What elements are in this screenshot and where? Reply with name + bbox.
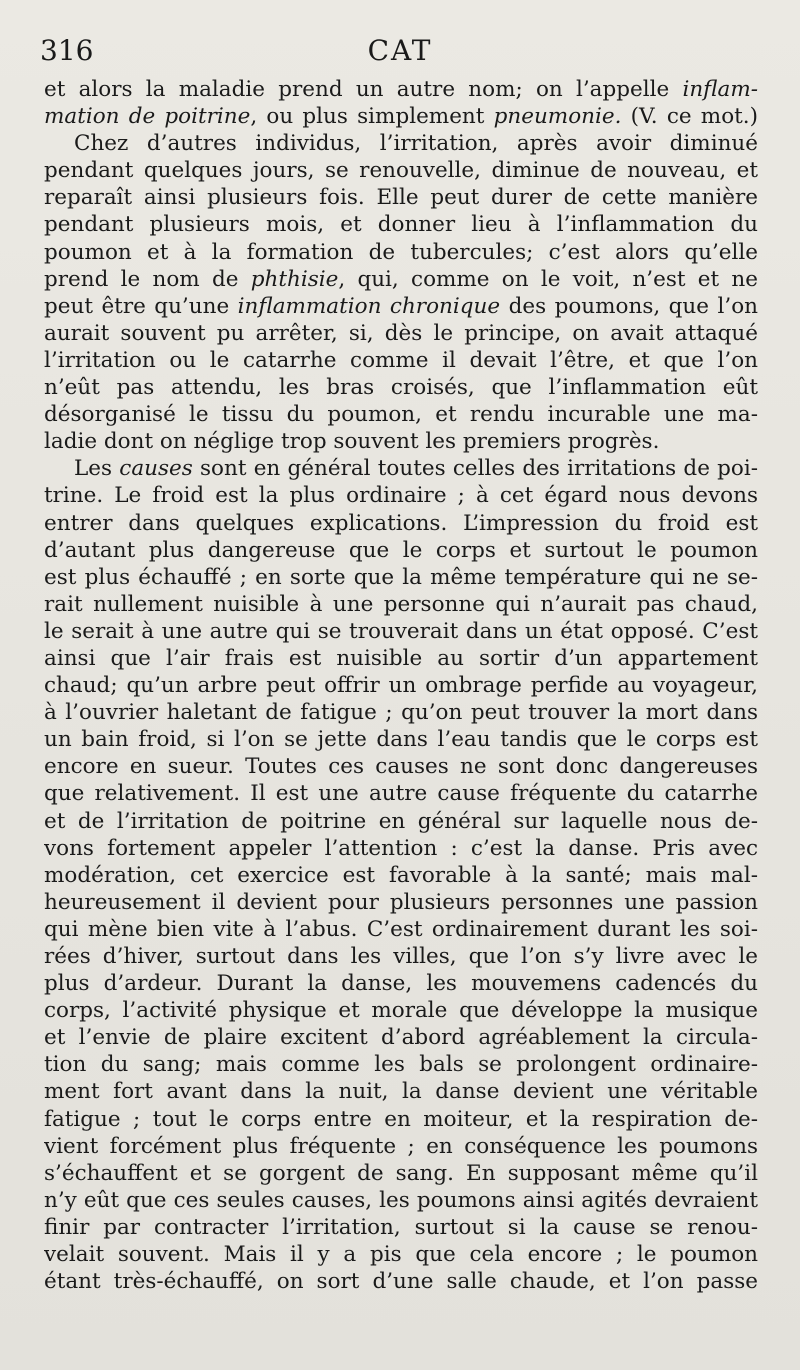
text-line	[44, 1133, 758, 1160]
text-line	[44, 591, 758, 618]
text-line	[44, 103, 758, 130]
text-line	[44, 374, 758, 401]
text-run: et alors la maladie prend un autre nom; on l’appelle	[44, 77, 683, 102]
text-run: d’autant plus dangereuse que le corps et surtout le poumon	[44, 537, 758, 563]
text-line	[44, 401, 758, 428]
text-run: prend le nom de	[44, 266, 251, 292]
text-line	[44, 1187, 758, 1214]
text-run: vons fortement appeler l’attention : c’est la danse. Pris avec	[44, 835, 758, 861]
text-line	[44, 699, 758, 726]
text-run: encore en sueur. Toutes ces causes ne sont donc dangereuses	[44, 754, 758, 780]
italic-text: causes	[119, 456, 193, 482]
text-run: pendant plusieurs mois, et donner lieu à l’inflammation du	[44, 212, 758, 238]
text-run: fatigue ; tout le corps entre en moiteur, et la respiration de-	[44, 1106, 758, 1132]
text-run: , ou plus simplement	[250, 104, 494, 130]
text-run: Les	[74, 456, 120, 482]
text-line	[44, 211, 758, 238]
text-line	[44, 564, 758, 591]
text-run: (V. ce mot.)	[621, 104, 758, 130]
text-run: reparaît ainsi plusieurs fois. Elle peut durer de cette manière	[44, 185, 758, 211]
italic-text: inflammation chronique	[237, 293, 501, 319]
text-run: l’irritation ou le catarrhe comme il devait l’être, et que l’on	[44, 347, 758, 373]
text-line	[44, 997, 758, 1024]
italic-text: inflam-	[682, 77, 758, 102]
text-run: entrer dans quelques explications. L’impression du froid est	[44, 510, 758, 536]
text-run: , qui, comme on le voit, n’est et ne	[338, 266, 758, 292]
text-run: vient forcément plus fréquente ; en conséquence les poumons	[44, 1133, 758, 1159]
text-run: heureusement il devient pour plusieurs personnes une passion	[44, 889, 758, 915]
text-line	[44, 157, 758, 184]
text-line	[44, 970, 758, 997]
text-line	[44, 293, 758, 320]
page-number: 316	[40, 34, 94, 67]
text-run: ainsi que l’air frais est nuisible au sortir d’un appartement	[44, 645, 758, 671]
text-run: est plus échauffé ; en sorte que la même température qui ne se-	[44, 564, 758, 590]
text-run: des poumons, que l’on	[500, 293, 758, 319]
text-line	[44, 239, 758, 266]
text-run: peut être qu’une	[44, 293, 238, 319]
text-run: tion du sang; mais comme les bals se prolongent ordinaire-	[44, 1052, 758, 1078]
text-run: pendant quelques jours, se renouvelle, diminue de nouveau, et	[44, 158, 758, 184]
text-line	[44, 76, 758, 103]
text-run: aurait souvent pu arrêter, si, dès le principe, on avait attaqué	[44, 320, 758, 346]
text-line	[44, 645, 758, 672]
text-line	[44, 672, 758, 699]
text-run: chaud; qu’un arbre peut offrir un ombrage perfide au voyageur,	[44, 673, 758, 699]
text-run: à l’ouvrier haletant de fatigue ; qu’on peut trouver la mort dans	[44, 700, 758, 726]
text-run: désorganisé le tissu du poumon, et rendu incurable une ma-	[44, 402, 758, 428]
text-line	[44, 510, 758, 537]
text-line	[44, 726, 758, 753]
text-line	[44, 1268, 758, 1295]
text-run: qui mène bien vite à l’abus. C’est ordinairement durant les soi-	[44, 916, 758, 942]
text-run: n’y eût que ces seules causes, les poumons ainsi agités devraient	[44, 1187, 758, 1213]
text-run: et l’envie de plaire excitent d’abord agréablement la circula-	[44, 1025, 758, 1051]
text-run: Chez d’autres individus, l’irritation, après avoir diminué	[74, 131, 758, 157]
body-text	[44, 76, 758, 1295]
text-run: rées d’hiver, surtout dans les villes, que l’on s’y livre avec le	[44, 944, 758, 969]
text-line	[44, 266, 758, 293]
text-line	[44, 916, 758, 943]
text-line	[44, 1160, 758, 1187]
text-line	[44, 862, 758, 889]
text-run: finir par contracter l’irritation, surtout si la cause se renou-	[44, 1214, 758, 1240]
text-line	[44, 808, 758, 835]
text-line	[44, 455, 758, 482]
text-run: ladie dont on néglige trop souvent les premiers progrès.	[44, 429, 660, 455]
text-line	[44, 1051, 758, 1078]
text-run: que relativement. Il est une autre cause fréquente du catarrhe	[44, 781, 758, 807]
text-line	[44, 1241, 758, 1268]
text-run: rait nullement nuisible à une personne qui n’aurait pas chaud,	[44, 591, 758, 617]
text-run: sont en général toutes celles des irritations de poi-	[192, 456, 758, 482]
text-run: s’échauffent et se gorgent de sang. En supposant même qu’il	[44, 1160, 758, 1186]
italic-text: mation de poitrine	[44, 104, 251, 130]
page-header	[40, 34, 760, 74]
text-line	[44, 835, 758, 862]
text-run: le serait à une autre qui se trouverait dans un état opposé. C’est	[44, 618, 758, 644]
text-line	[44, 482, 758, 509]
text-line	[44, 943, 758, 970]
text-run: velait souvent. Mais il y a pis que cela encore ; le poumon	[44, 1242, 758, 1268]
text-run: étant très-échauffé, on sort d’une salle chaude, et l’on passe	[44, 1269, 758, 1295]
text-run: poumon et à la formation de tubercules; c’est alors qu’elle	[44, 239, 758, 265]
text-run: et de l’irritation de poitrine en général sur laquelle nous de-	[44, 808, 758, 834]
text-run: un bain froid, si l’on se jette dans l’eau tandis que le corps est	[44, 727, 758, 753]
text-line	[44, 537, 758, 564]
text-line	[44, 347, 758, 374]
text-line	[44, 320, 758, 347]
text-run: ment fort avant dans la nuit, la danse devient une véritable	[44, 1079, 758, 1105]
text-line	[44, 618, 758, 645]
text-run: corps, l’activité physique et morale que développe la musique	[44, 998, 758, 1024]
text-run: n’eût pas attendu, les bras croisés, que l’inflammation eût	[44, 375, 758, 401]
text-line	[44, 184, 758, 211]
italic-text: phthisie	[250, 266, 339, 292]
text-line	[44, 780, 758, 807]
text-line	[44, 428, 758, 455]
text-line	[44, 753, 758, 780]
text-line	[44, 1214, 758, 1241]
text-line	[44, 130, 758, 157]
text-line	[44, 1024, 758, 1051]
italic-text: pneumonie.	[493, 104, 622, 130]
running-head: CAT	[367, 34, 433, 67]
text-line	[44, 1106, 758, 1133]
text-run: modération, cet exercice est favorable à la santé; mais mal-	[44, 862, 758, 888]
text-line	[44, 889, 758, 916]
text-line	[44, 1078, 758, 1105]
text-run: trine. Le froid est la plus ordinaire ; à cet égard nous devons	[44, 483, 758, 509]
text-run: plus d’ardeur. Durant la danse, les mouvemens cadencés du	[44, 971, 758, 997]
